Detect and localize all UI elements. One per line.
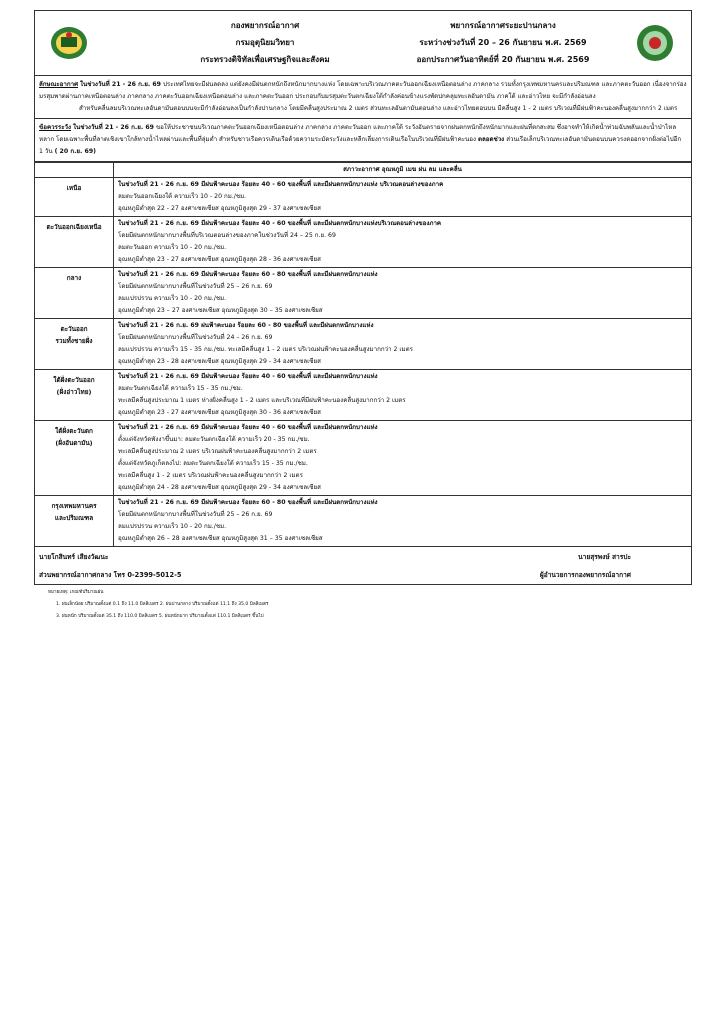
forecast-line: อุณหภูมิต่ำสุด 26 – 28 องศาเซลเซียส อุณหภูมิสูงสุด 31 – 35 องศาเซลเซียส: [118, 535, 323, 542]
header-ministry: กระทรวงดิจิทัลเพื่อเศรษฐกิจและสังคม: [200, 55, 330, 64]
region-name: ตะวันออกเฉียงเหนือ: [35, 217, 114, 268]
region-forecast: [114, 268, 692, 319]
table-row: [35, 496, 692, 547]
caution-tail: ส่วนเรือเล็กบริเวณทะเลอันดามันตอนบนควรงดออกจากฝั่งต่อไปอีก 1 วัน: [39, 136, 682, 155]
ministry-seal-icon: [635, 23, 675, 63]
tmd-emblem-icon: [49, 23, 89, 63]
forecast-line: อุณหภูมิต่ำสุด 23 - 28 องศาเซลเซียส อุณหภูมิสูงสุด 29 - 34 องศาเซลเซียส: [118, 358, 321, 365]
forecast-line: ลมตะวันออก ความเร็ว 10 - 20 กม./ชม.: [118, 244, 227, 251]
table-header-row: [35, 163, 692, 178]
forecast-line: ลมตะวันออกเฉียงใต้ ความเร็ว 10 - 20 กม./ชม.: [118, 193, 247, 200]
region-forecast: [114, 319, 692, 370]
forecast-line: อุณหภูมิต่ำสุด 24 - 28 องศาเซลเซียส อุณหภูมิสูงสุด 29 - 34 องศาเซลเซียส: [118, 484, 321, 491]
director-title: ผู้อำนวยการกองพยากรณ์อากาศ: [539, 571, 631, 579]
forecaster-unit: ส่วนพยากรณ์อากาศกลาง โทร 0-2399-5012-5: [39, 571, 182, 579]
forecast-line: โดยมีฝนตกหนักมากบางพื้นที่บริเวณตอนล่างของภาคในช่วงวันที่ 24 – 25 ก.ย. 69: [118, 232, 336, 239]
forecast-line: ลมแปรปรวน ความเร็ว 15 - 35 กม./ชม. ทะเลมีคลื่นสูง 1 - 2 เมตร บริเวณฝนฟ้าคะนองคลื่นสูงมากกว่า 2 เมตร: [118, 346, 413, 353]
table-row: [35, 421, 692, 496]
notes-line-1: 1. ฝนเล็กน้อย ปริมาณตั้งแต่ 0.1 ถึง 11.0 มิลลิเมตร 2. ฝนปานกลาง ปริมาณตั้งแต่ 11.1 ถึง 35.0 มิลลิเมตร: [56, 602, 269, 607]
table-row: [35, 268, 692, 319]
region-name: ใต้ฝั่งตะวันตก (ฝั่งอันดามัน): [35, 421, 114, 496]
region-name: ตะวันออก รวมทั้งชายฝั่ง: [35, 319, 114, 370]
caution-label: ข้อควรระวัง: [39, 124, 72, 131]
notes-line-2: 3. ฝนหนัก ปริมาณตั้งแต่ 35.1 ถึง 110.0 มิลลิเมตร 5. ฝนหนักมาก ปริมาณตั้งแต่ 110.1 มิลลิเมตร ขึ้นไป: [56, 614, 264, 619]
header-department: กองพยากรณ์อากาศ: [230, 21, 300, 30]
region-name: เหนือ: [35, 178, 114, 217]
forecast-line: โดยมีฝนตกหนักมากบางพื้นที่ในช่วงวันที่ 25 – 26 ก.ย. 69: [118, 283, 273, 290]
forecast-line: อุณหภูมิต่ำสุด 23 – 27 องศาเซลเซียส อุณหภูมิสูงสุด 30 – 35 องศาเซลเซียส: [118, 307, 323, 314]
table-row: [35, 217, 692, 268]
forecast-line: อุณหภูมิต่ำสุด 23 - 27 องศาเซลเซียส อุณหภูมิสูงสุด 28 - 36 องศาเซลเซียส: [118, 256, 321, 263]
header-forecast-period: ระหว่างช่วงวันที่ 20 – 26 กันยายน พ.ศ. 2569: [419, 38, 587, 47]
header-issue-date: ออกประกาศวันอาทิตย์ที่ 20 กันยายน พ.ศ. 2569: [416, 55, 590, 64]
caution-lead: ในช่วงวันที่ 21 - 26 ก.ย. 69: [73, 124, 154, 131]
notes-title: หมายเหตุ: เกณฑ์ปริมาณฝน: [48, 590, 104, 595]
caution-tail-bold: ตลอดช่วง: [477, 136, 505, 143]
caution-notice: [34, 119, 692, 162]
forecast-line: ในช่วงวันที่ 21 - 26 ก.ย. 69 ฝนฟ้าคะนอง ร้อยละ 60 - 80 ของพื้นที่ และมีฝนตกหนักบางแห่ง: [118, 322, 374, 329]
forecaster-name: นายโกสินทร์ เสียงวัฒนะ: [39, 553, 109, 561]
forecast-line: โดยมีฝนตกหนักมากบางพื้นที่ในช่วงวันที่ 25 – 26 ก.ย. 69: [118, 511, 273, 518]
forecast-line: ในช่วงวันที่ 21 - 26 ก.ย. 69 มีฝนฟ้าคะนอง ร้อยละ 60 - 80 ของพื้นที่ และมีฝนตกหนักบางแห่ง: [118, 271, 378, 278]
forecast-line: ลมแปรปรวน ความเร็ว 10 - 20 กม./ชม.: [118, 523, 227, 530]
forecast-line: อุณหภูมิต่ำสุด 22 - 27 องศาเซลเซียส อุณหภูมิสูงสุด 29 - 37 องศาเซลเซียส: [118, 205, 321, 212]
forecast-line: ทะเลมีคลื่นสูงประมาณ 1 เมตร ห่างฝั่งคลื่นสูง 1 - 2 เมตร และบริเวณที่มีฝนฟ้าคะนองคลื่นสูงมากกว่า 2 เมตร: [118, 397, 406, 404]
summary-label: ลักษณะอากาศ: [39, 81, 79, 88]
header-forecast-type: พยากรณ์อากาศระยะปานกลาง: [450, 21, 556, 30]
region-forecast: [114, 178, 692, 217]
forecast-line: ลมตะวันตกเฉียงใต้ ความเร็ว 15 - 35 กม./ชม.: [118, 385, 243, 392]
summary-text-waves: สำหรับคลื่นลมบริเวณทะเลอันดามันตอนบนจะมีกำลังอ่อนลงเป็นกำลังปานกลาง โดยมีคลื่นสูงประมาณ 2 เมตร ส่วนทะเลอันดามันตอนล่าง และอ่าวไทยตอนบน มีคลื่นสูง 1 - 2 เมตร บริเวณที่มีฝนฟ้าคะนองคลื่นสูงมากกว่า 2 เมตร: [79, 105, 678, 112]
region-name: กรุงเทพมหานคร และปริมณฑล: [35, 496, 114, 547]
forecast-line: ในช่วงวันที่ 21 - 26 ก.ย. 69 มีฝนฟ้าคะนอง ร้อยละ 40 - 60 ของพื้นที่ และมีฝนตกหนักบางแห่ง: [118, 424, 378, 431]
forecast-line: ทะเลมีคลื่นสูงประมาณ 2 เมตร บริเวณฝนฟ้าคะนองคลื่นสูงมากกว่า 2 เมตร: [118, 448, 317, 455]
table-row: [35, 319, 692, 370]
forecast-line: ในช่วงวันที่ 21 - 26 ก.ย. 69 มีฝนฟ้าคะนอง ร้อยละ 40 - 60 ของพื้นที่ และมีฝนตกหนักบางแห่ง: [118, 373, 378, 380]
director-name: นายสุรพงษ์ สารปะ: [578, 553, 631, 561]
region-forecast-table: [34, 162, 692, 547]
forecast-line: อุณหภูมิต่ำสุด 23 - 27 องศาเซลเซียส อุณหภูมิสูงสุด 30 - 36 องศาเซลเซียส: [118, 409, 321, 416]
document-header: [34, 10, 692, 76]
region-forecast: [114, 496, 692, 547]
forecast-line: ทะเลมีคลื่นสูง 1 - 2 เมตร บริเวณฝนฟ้าคะนองคลื่นสูงมากกว่า 2 เมตร: [118, 472, 303, 479]
weather-summary: [34, 76, 692, 119]
region-forecast: [114, 421, 692, 496]
table-row: [35, 370, 692, 421]
rain-criteria-notes: [34, 585, 692, 623]
caution-text: ขอให้ประชาชนบริเวณภาคตะวันออกเฉียงเหนือตอนล่าง ภาคกลาง ภาคตะวันออก และภาคใต้ ระวังอันตรายจากฝนตกหนักถึงหนักมากและฝนที่ตกสะสม ซึ่งอาจทำให้เกิดน้ำท่วมฉับพลันและน้ำป่าไหลหลาก โดยเฉพาะพื้นที่ลาดเชิงเขาใกล้ทางน้ำไหลผ่านและพื้นที่ลุ่มต่ำ สำหรับชาวเรือควรเดินเรือด้วยความระมัดระวังและหลีกเลี่ยงการเดินเรือในบริเวณที่มีฝนฟ้าคะนอง: [39, 124, 677, 143]
forecast-document: [34, 10, 692, 623]
forecast-line: ในช่วงวันที่ 21 - 26 ก.ย. 69 มีฝนฟ้าคะนอง ร้อยละ 60 - 80 ของพื้นที่ และมีฝนตกหนักบางแห่ง: [118, 499, 378, 506]
forecast-line: ในช่วงวันที่ 21 - 26 ก.ย. 69 มีฝนฟ้าคะนอง ร้อยละ 40 - 60 ของพื้นที่ และมีฝนตกหนักบางแห่ง บริเวณตอนล่างของภาค: [118, 181, 444, 188]
region-forecast: [114, 370, 692, 421]
summary-lead: ในช่วงวันที่ 21 - 26 ก.ย. 69: [80, 81, 161, 88]
region-forecast: [114, 217, 692, 268]
table-header-blank: [35, 163, 114, 178]
forecast-line: โดยมีฝนตกหนักมากบางพื้นที่ในช่วงวันที่ 24 – 26 ก.ย. 69: [118, 334, 273, 341]
forecast-line: ลมแปรปรวน ความเร็ว 10 - 20 กม./ชม.: [118, 295, 227, 302]
region-name: ใต้ฝั่งตะวันออก (ฝั่งอ่าวไทย): [35, 370, 114, 421]
forecast-line: ตั้งแต่จังหวัดภูเก็ตลงไป: ลมตะวันตกเฉียงใต้ ความเร็ว 15 - 35 กม./ชม.: [118, 460, 308, 467]
table-row: [35, 178, 692, 217]
region-name: กลาง: [35, 268, 114, 319]
forecast-line: ในช่วงวันที่ 21 - 26 ก.ย. 69 มีฝนฟ้าคะนอง ร้อยละ 40 - 60 ของพื้นที่ และมีฝนตกหนักบางแห่งบริเวณตอนล่างของภาค: [118, 220, 442, 227]
forecast-line: ตั้งแต่จังหวัดพังงาขึ้นมา: ลมตะวันตกเฉียงใต้ ความเร็ว 20 - 35 กม./ชม.: [118, 436, 310, 443]
header-agency: กรมอุตุนิยมวิทยา: [235, 38, 295, 47]
table-header-label: สภาวะอากาศ อุณหภูมิ เมฆ ฝน ลม และคลื่น: [114, 163, 692, 178]
signature-block: [34, 547, 692, 585]
summary-text: ประเทศไทยจะมีฝนลดลง แต่ยังคงมีฝนตกหนักถึงหนักมากบางแห่ง โดยเฉพาะบริเวณภาคตะวันออกเฉียงเหนือตอนล่าง ภาคกลาง รวมทั้งกรุงเทพมหานครและปริมณฑล และภาคตะวันออก เนื่องจากร่องมรสุมพาดผ่านภาคเหนือตอนล่าง ภาคกลาง ภาคตะวันออกเฉียงเหนือตอนล่าง และภาคตะวันออก ประกอบกับมรสุมตะวันตกเฉียงใต้กำลังค่อนข้างแรงพัดปกคลุมทะเลอันดามัน ภาคใต้ และอ่าวไทย จะมีกำลังอ่อนลง: [39, 81, 687, 100]
caution-tail-date: ( 20 ก.ย. 69): [54, 148, 96, 155]
